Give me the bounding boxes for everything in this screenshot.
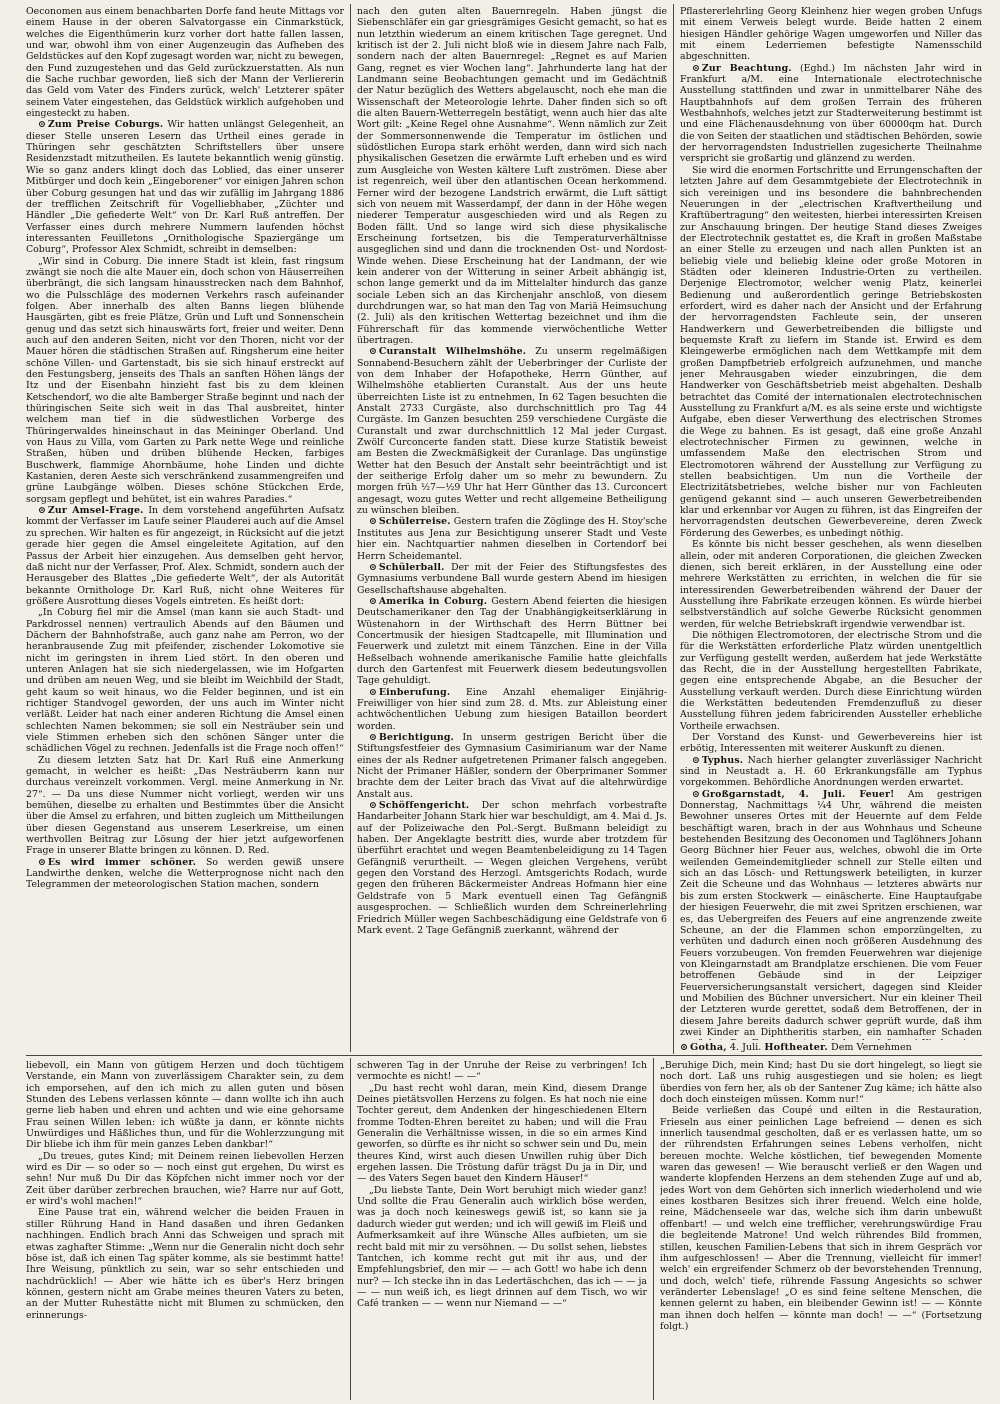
- section-mark-icon: ⊙: [680, 1042, 689, 1053]
- local-news-column-2: [357, 6, 667, 1050]
- section-mark-icon: ⊙: [369, 732, 377, 743]
- news-item: [26, 505, 344, 607]
- column-rule: [350, 4, 351, 1052]
- news-item: [680, 755, 982, 789]
- section-divider: [26, 1055, 982, 1056]
- news-item-text: Der mit der Feier des Stiftungsfestes des Gymnasiums verbundene Ball wurde gestern Abend im hiesigen Gesellschaftshause abgehalten.: [357, 561, 667, 596]
- section-mark-icon: ⊙: [692, 62, 700, 74]
- feuilleton-column-1: [26, 1060, 344, 1398]
- section-mark-icon: ⊙: [38, 505, 46, 517]
- news-item-headline: Großgarnstadt, 4. Juli. Feuer!: [701, 788, 895, 800]
- paragraph: Zu diesem letzten Satz hat Dr. Karl Ruß eine Anmerkung gemacht, in welcher es heißt: „Das Nesträuberrn kann nur durchaus vereinzelt vorkommen. Vergl. meine Anmerkung in Nr. 27“. — Da uns diese Nummer nicht vorliegt, werden wir uns bemühen, dieselbe zu erhalten und Bestimmtes über die Ansicht über die Amsel zu erfahren, und bitten zugleich um Mittheilungen über diesen Gegenstand aus unserem Leserkreise, um einen werthvollen Beitrag zur Lösung der hier jetzt aufgeworfenen Frage in unserer Blatte bringen zu können. D. Red.: [26, 754, 344, 857]
- news-item: [357, 800, 667, 936]
- column-rule: [653, 1058, 654, 1400]
- news-item-headline: Schülerreise.: [378, 516, 451, 528]
- paragraph: Die nöthigen Electromotoren, der electrische Strom und die für die Werkstätten erforderliche Platz würden unentgeltlich zur Verfügung gestellt werden, außerdem hat jede Werkstätte das Recht, die in der Ausstellung hergestellten Fabrikate, gegen eine entsprechende Abgabe, an die Besucher der Ausstellung verkauft werden. Durch diese Einrichtung würden die Werkstätten bedeutenden Fremdenzufluß zu dieser Ausstellung führen jedem fabricirenden Aussteller erhebliche Vortheile erwachsen.: [680, 629, 982, 732]
- paragraph: Beide verließen das Coupé und eilten in die Restauration, Frieseln aus einer peinlichen Lage befreiend — denen es sich innerlich tausendmal gescholten, daß er es verlassen hatte, um so der rührendsten Erfahrungen seines Lebens verholfen, nicht bereuen mochte. Welche köstlichen, tief bewegenden Momente waren das gewesen! — Wie berauscht verließ er den Wagen und wanderte klopfenden Herzens an dem stehenden Zuge auf und ab, jedes Wort von dem Gehörten sich innerlich wiederholend und wie eines kostbaren Besitzes sich ihrer freuend. Welch eine holde, reine, Mädchenseele war das, welche sich ihm darin unbewußt offenbart! — und welch eine trefflicher, verehrungswürdige Frau die begleitende Matrone! Und welch rührendes Bild frommen, stillen, keuschen Familien-Lebens that sich in ihrem Gespräch vor ihm aufgeschlossen! — Aber die Trennung, vielleicht für immer! welch' ein ergreifender Schmerz ob der bevorstehenden Trennung, und doch, welch' tiefe, rührende Fassung Angesichts so schwer veränderter Lebenslage! „O es sind feine seltene Menschen, die kennen gelernt zu haben, ein bleibender Gewinn ist! — — Könnte man ihnen doch helfen — könnte man doch! — —“ (Fortsetzung folgt.): [660, 1105, 982, 1332]
- paragraph: liebevoll, ein Mann von gütigem Herzen und doch tüchtigem Verstande, ein Mann von zuverlässigem Charakter sein, zu dem ich emporsehen, auf den ich mich zu allen guten und bösen Stunden des Lebens verlassen könnte — dann wollte ich ihn auch gerne lieb haben und ehren und achten und wie eine gehorsame Frau seinen Willen leben: ich wüßte ja dann, er könnte nichts Unwürdiges und Häßliches thun, und für die Wohlerzzungung mit Dir bliebe ich ihm für mein ganzes Leben dankbar!“: [26, 1060, 344, 1151]
- gotha-title: Hoftheater.: [764, 1042, 828, 1053]
- news-item: [357, 516, 667, 561]
- paragraph: schweren Tag in der Unruhe der Reise zu verbringen! Ich vermochte es nicht! — —“: [357, 1060, 647, 1083]
- section-mark-icon: ⊙: [369, 686, 377, 698]
- gotha-text: Dem Vernehmen: [831, 1042, 912, 1053]
- news-item-text: In dem vorstehend angeführten Aufsatz kommt der Verfasser im Laufe seiner Plauderei auch auf die Amsel zu sprechen. Wir halten es für angezeigt, in Rücksicht auf die jetzt gerade hier gegen die Amsel eingeleitete Agitation, auf den Passus der Arbeit hier einzugehen. Aus demselben geht hervor, daß nicht nur der Verfasser, Prof. Alex. Schmidt, sondern auch der Herausgeber des Blattes „Die gefiederte Welt“, der als Autorität bekannte Ornithologe Dr. Karl Ruß, nicht ohne Weiteres für größere Ausrottung dieses Vogels eintreten. Es heißt dort:: [26, 505, 344, 607]
- news-item: [357, 562, 667, 596]
- column-rule: [673, 4, 674, 1054]
- section-mark-icon: ⊙: [369, 516, 377, 528]
- gotha-head: Gotha,: [690, 1042, 727, 1053]
- news-item-headline: Typhus.: [701, 754, 744, 766]
- column-rule: [350, 1058, 351, 1400]
- feuilleton-column-3: [660, 1060, 982, 1398]
- news-item: [357, 596, 667, 687]
- section-mark-icon: ⊙: [38, 119, 46, 131]
- news-item-text: Gestern trafen die Zöglinge des H. Stoy'sche Institutes aus Jena zur Besichtigung unserer Stadt und Veste hier ein. Nachtquartier nahmen dieselben in Cortendorf bei Herrn Scheidemantel.: [357, 516, 667, 562]
- news-item-text: Zu unserm regelmäßigen Sonnabend-Besuchern zählt der Ueberbringer der Curliste der von dem Inhaber der Hofapotheke, Herrn Günther, auf Wilhelmshöhe etablierten Curanstalt. Aus der uns heute überreichten Liste ist zu entnehmen, In 62 Tagen besuchten die Anstalt 2733 Curgäste, also durchschnittlich pro Tag 44 Curgäste. Im Ganzen besuchten 259 verschiedene Curgäste die Curanstalt und zwar durchschnittlich 12 Mal jeder Curgast. Zwölf Curconcerte fanden statt. Diese kurze Statistik beweist am Besten die Zweckmäßigkeit der Curanlage. Das ungünstige Wetter hat den Besuch der Anstalt sehr beeinträchtigt und ist der seitherige Erfolg daher um so mehr zu bewundern. Zu morgen früh ½7—½9 Uhr hat Herr Günther das 13. Curconcert angesagt, wozu gutes Wetter und recht allgemeine Betheiligung zu wünschen bleiben.: [357, 346, 667, 517]
- gotha-theater-notice: [680, 1042, 982, 1053]
- section-mark-icon: ⊙: [369, 800, 377, 812]
- news-item-text: Wir hatten unlängst Gelegenheit, an dieser Stelle unseren Lesern das Urtheil eines gerade in Thüringen sehr geschätzten Schriftstellers über unsere Residenzstadt mitzutheilen. Es lautete bekanntlich wenig günstig. Wie so ganz anders klingt doch das Loblied, das einer unserer Mitbürger und doch kein „Eingeborener“ vor einigen Jahren schon über Coburg gesungen hat und das wir zufällig im Jahrgang 1886 der trefflichen Zeitschrift für Vogelliebhaber, „Züchter und Händler „Die gefiederte Welt“ von Dr. Karl Ruß antreffen. Der Verfasser eines durch mehrere Nummern laufenden höchst interessanten Feuilletons „Ornithologische Spaziergänge um Coburg“, Professor Alex Schmidt, schreibt in demselben:: [26, 119, 344, 256]
- news-item: [680, 63, 982, 165]
- news-item-headline: Curanstalt Wilhelmshöhe.: [378, 346, 527, 358]
- paragraph: „Beruhige Dich, mein Kind; hast Du sie dort hingelegt, so liegt sie noch dort. Laß uns ruhig ausgestiegen und sie holen; es liegt überdies von fern her, als ob der Santener Zug käme; ich hätte also doch doch einsteigen müssen. Komm nur!“: [660, 1060, 982, 1106]
- news-item-text: Eine Anzahl ehemaliger Einjährig-Freiwilliger von hier sind zum 28. d. Mts. zur Ableistung einer achtwöchentlichen Uebung zum hiesigen Bataillon beordert worden.: [357, 686, 667, 732]
- paragraph: Es könnte bis nicht besser geschehen, als wenn dieselben allein, oder mit anderen Corporationen, die gleichen Zwecken dienen, sich bereit erklären, in der Ausstellung eine oder mehrere Werkstätten zu errichten, in welchen die für sie interessirenden Gewerbetreibenden während der Dauer der Ausstellung ihre Fabrikate erzeugen können. Es würde hierbei selbstverständlich auf solche Gewerbe Rücksicht genommen werden, für welche Betriebskraft irgendwie verwendbar ist.: [680, 539, 982, 630]
- news-item: [357, 687, 667, 732]
- news-item-headline: Es wird immer schöner.: [47, 856, 197, 868]
- news-item-text: In unserm gestrigen Bericht über die Stiftungsfestfeier des Gymnasium Casimirianum war der Name eines der als Redner aufgetretenen Primaner falsch angegeben. Nicht der Primaner Häßler, sondern der Oberprimaner Sommer brachte dem der Leiter brach das Vivat auf die altehrwürdige Anstalt aus.: [357, 732, 667, 800]
- paragraph: Sie wird die enormen Fortschritte und Errungenschaften der letzten Jahre auf dem Gesammtgebiete der Electrotechnik in sich vereinigen und ins besondere die bahnbrechenden Neuerungen in der „electrischen Kraftvertheilung und Kraftübertragung“ den weitesten, hierbei interessirten Kreisen zur Anschauung bringen. Der heutige Stand dieses Zweiges der Electrotechnik gestattet es, die Kraft in großen Maßstabe an einer Stelle zu erzeugen und nach allen Punkten ist an beliebig viele und beliebig kleine oder große Motoren in Städten oder kleineren Industrie-Orten zu vertheilen. Derjenige Electromotor, welcher wenig Platz, keinerlei Bedienung und außerordentlich geringe Betriebskosten erfordert, wird es daher nach der Ansicht und der Erfahrung der hervorragendsten Fachleute sein, der unseren Handwerkern und Gewerbetreibenden die billigste und bequemste Kraft zu liefern im Stande ist. Erwird es dem Kleingewerbe ermöglichen nach dem Wettkampfe mit dem großen Dampfbetrieb erfolgreich aufzunehmen, und manche jener Mehrausgaben wieder einzubringen, die dem Handwerker von Geschäftsbetrieb meist abgehalten. Deshalb betrachtet das Comité der internationalen electrotechnischen Ausstellung zu Frankfurt a/M. es als seine erste und wichtigste Aufgabe, eben dieser Verwerthung des electrischen Stromes die Wege zu bahnen. Es ist gesagt, daß eine große Anzahl electrotechnischer Firmen zu gewinnen, welche in umfassendem Maße den electrischen Strom und Electromotoren während der Ausstellung zur Verfügung zu stellen beabsichtigen. Um nun die Vortheile der Electrizitätsbetriebes, welche bisher nur von Fachleuten genügend gekannt sind — auch unseren Gewerbetreibenden klar und erkennbar vor Augen zu führen, ist das Eingreifen der hervorragendsten deutschen Gewerbevereine, deren Zweck Förderung des Gewerbes, es unbedingt nöthig.: [680, 164, 982, 539]
- paragraph: „Du hast recht wohl daran, mein Kind, diesem Drange Deines pietätsvollen Herzens zu folgen. Es hat noch nie eine Tochter gereut, dem Andenken der hingeschiedenen Eltern fromme Todten-Ehren bereitet zu haben; und will die Frau Generalin die Verhältnisse wissen, in die so ein armes Kind geworfen, so dürfte es ihr nicht so schwer sein und Du, mein theures Kind, wirst auch diesen Unwillen ruhig über Dich ergehen lassen. Die Tröstung dafür trägst Du ja in Dir, und — des Vaters Segen bauet den Kindern Häuser!“: [357, 1082, 647, 1185]
- paragraph: „Du liebste Tante, Dein Wort beruhigt mich wieder ganz! Und sollte die Frau Generalin auch wirklich böse werden, was ja doch noch keineswegs gewiß ist, so kann sie ja dadurch wieder gut werden; und ich will gewiß im Fleiß und Aufmerksamkeit auf ihre Wünsche Alles aufbieten, um sie recht bald mit mir zu versöhnen. — Du sollst sehen, liebstes Tantchen, ich komme recht gut mit ihr aus, und der Empfehlungsbrief, den mir — — ach Gott! wo habe ich denn nur? — Ich stecke ihn in das Ledertäschchen, das ich — — ja — — nun weiß ich, es liegt drinnen auf dem Tisch, wo wir Café tranken — — wenn nur Niemand — —“: [357, 1184, 647, 1310]
- section-mark-icon: ⊙: [692, 754, 700, 766]
- paragraph: Der Vorstand des Kunst- und Gewerbevereins hier ist erbötig, Interessenten mit weiterer Auskunft zu dienen.: [680, 732, 982, 755]
- news-item-text: Am gestrigen Donnerstag, Nachmittags ¼4 Uhr, während die meisten Bewohner unseres Ortes mit der Heuernte auf dem Felde beschäftigt waren, brach in der aus Wohnhaus und Scheune bestehenden Besitzung des Oeconomen und Taglöhners Johann Georg Büchner hier Feuer aus, welches, obwohl die im Orte weilenden Gemeindemitglieder schnell zur Stelle eilten und sich an das Lösch- und Rettungswerk beteiligten, in kurzer Zeit die Scheune und das Wohnhaus — letzteres abwärts nur bis zum ersten Stockwerk — einäscherte. Eine Hauptaufgabe der hiesigen Feuerwehr, die mit zwei Spritzen erschienen, war es, das Uebergreifen des Feuers auf eine angrenzende zweite Scheune, an der die Flammen schon emporzüngelten, zu verhüten und dadurch einen noch größeren Ausdehnung des Feuers vorzubeugen. Von fremden Feuerwehren war diejenige von Kleingarnstadt am Brandplatze erschienen. Die vom Feuer betroffenen Gebäude sind in der Leipziger Feuerversicherungsanstalt versichert, dagegen sind Kleider und Mobilien des Büchner unversichert. Nur ein kleiner Theil der Letzteren wurde gerettet, sodaß dem Betroffenen, der in diesem Jahre bereits dadurch schwer geprüft wurde, daß ihm zwei Kinder an Diphtheritis starben, ein namhafter Schaden: [680, 788, 982, 1038]
- news-item: [26, 119, 344, 255]
- news-item-headline: Schöffengericht.: [378, 800, 470, 812]
- paragraph: „Wir sind in Coburg. Die innere Stadt ist klein, fast ringsum zwängt sie noch die alte Mauer ein, doch schon von Häuserreihen überbrängt, die sich langsam hinausstrecken nach dem Bahnhof, wo die Pulsschläge des modernen Verkehrs rasch aufeinander folgen. Aber innerhalb des alten Banns liegen blühende Hausgärten, gibt es freie Plätze, Grün und Luft und Sonnenschein genug und das setzt sich hinauswärts fort, freier und weiter. Denn auch auf den anderen Seiten, nicht vor den Thoren, nicht vor der Mauer hören die städtischen Straßen auf. Ringsherum eine heiter schöne Villen- und Gartenstadt, bis sie sich hinauf erstreckt auf den Festungsberg, jenseits des Thals an sanften Höhen längs der Itz und der Eisenbahn hinzieht fast bis zu dem kleinen Ketschendorf, wo die alte Bamberger Straße beginnt und nach der thüringischen Seite sich weit in das Thal ausbreitet, hinter welchem man tief in die südwestlichen Vorberge des Thüringerwaldes hineinschaut in das Meininger Oberland. Und von Haus zu Villa, vom Garten zu Park nette Wege und reinliche Straßen, hüben und drüben blühende Hecken, farbiges Buschwerk, flammige Ahornbäume, hohe Linden und dichte Kastanien, deren Aeste sich verschränkend zusammengreifen und grüne Laubgänge wölben. Dieses schöne Stückchen Erde, sorgsam gepflegt und behütet, ist ein wahres Paradies.“: [26, 255, 344, 505]
- paragraph: „Du treues, gutes Kind; mit Deinem reinen liebevollen Herzen wird es Dir — so oder so — noch einst gut ergehen, Du wirst es sehn! Nur muß Du Dir das Köpfchen nicht immer noch vor der Zeit über darüber zerbrechen brauchen, wie? Harre nur auf Gott, er wird's wohl machen!“: [26, 1150, 344, 1208]
- news-item-text: (Eghd.) Im nächsten Jahr wird in Frankfurt a/M. eine Internationale electrotechnische Ausstellung stattfinden und zwar in unmittelbarer Nähe des Hauptbahnhofs auf dem großen Terrain des früheren Westbahnhofs, welches jetzt zur Stadterweiterung bestimmt ist und eine Flächenausdehnung von über 60000qm hat. Durch die von Seiten der staatlichen und städtischen Behörden, sowie der hervorragendsten Industriellen zugesicherte Theilnahme verspricht sie großartig und glänzend zu werden.: [680, 62, 982, 165]
- news-item-text: Nach hierher gelangter zuverlässiger Nachricht sind in Neustadt a. H. 60 Erkrankungsfälle am Typhus vorgekommen. Behördliche Anordnungen werden erwartet.: [680, 754, 982, 789]
- news-item-text: Gestern Abend feierten die hiesigen Deutschamerikaner den Tag der Unabhängigkeitserklärung in Wüstenahorn in der Wirthschaft des Herrn Büttner bei Concertmusik der hiesigen Stadtcapelle, mit Illumination und Feuerwerk und zuletzt mit einem Tänzchen. Eine in der Villa Heßselbach wohnende amerikanische Familie hatte gleichfalls durch den Gartenfest mit Feuerwerk diesem bedeutungsvollen Tage gehuldigt.: [357, 595, 667, 687]
- section-mark-icon: ⊙: [369, 346, 377, 358]
- news-item: [357, 732, 667, 800]
- section-mark-icon: ⊙: [38, 856, 46, 868]
- news-item-headline: Berichtigung.: [378, 732, 455, 743]
- news-item-text: Der schon mehrfach vorbestrafte Handarbeiter Johann Stark hier war beschuldigt, am 4. Mai d. Js. auf der Polizeiwache den Pol.-Sergt. Bußmann beleidigt zu haben. Der Angeklagte bestritt dies, wurde aber trotzdem für überführt erachtet und wegen Beamtenbeleidigung zu 14 Tagen Gefängniß verurtheilt. — Wegen gleichen Vergehens, verübt gegen den Vorstand des Herzogl. Amtsgerichts Rodach, wurde gegen den früheren Bäckermeister Andreas Hofmann hier eine Geldstrafe von 5 Mark eventuell einen Tag Gefängniß ausgesprochen. — Schließlich wurden dem Schreinerlehrling Friedrich Müller wegen Sachbeschädigung eine Geldstrafe von 6 Mark event. 2 Tage Gefängniß zuerkannt, während der: [357, 800, 667, 936]
- paragraph: „In Coburg fiel mir die Amsel (man kann sie auch Stadt- und Parkdrossel nennen) vertraulich Abends auf den Bäumen und Dächern der Bahnhofstraße, auch ganz nahe am Perron, wo der heranbrausende Zug mit pfeifender, zischender Lokomotive sie nicht im geringsten in ihrem Lied stört. In den oberen und unteren Anlagen hat sie sich niedergelassen, wie im Hofgarten und drüben am neuen Weg, und sie bleibt im Weichbild der Stadt, geht kaum so weit hinaus, wo die Felder beginnen, und ist ein richtiger Standvogel geworden, der uns auch im Winter nicht verläßt. Leider hat nach einer anderen Richtung die Amsel einen schlechten Namen bekommen; sie soll ein Nesträuber sein und viele Stimmen erheben sich den schönen Sänger unter die schädlichen Vögel zu rechnen. Jedenfalls ist die Frage noch offen!“: [26, 607, 344, 755]
- section-mark-icon: ⊙: [692, 788, 700, 800]
- news-item-headline: Schülerball.: [378, 561, 445, 573]
- news-item-headline: Amerika in Coburg.: [378, 595, 488, 607]
- paragraph: Eine Pause trat ein, während welcher die beiden Frauen in stiller Rührung Hand in Hand dasaßen und ihren Gedanken nachhingen. Endlich brach Anni das Schweigen und sprach mit etwas zaghafter Stimme: „Wenn nur die Generalin nicht doch sehr böse ist, daß ich einen Tag später komme, als sie bestimmt hatte! Ihre Weisung, pünktlich zu sein, war so sehr entschieden und nachdrücklich! — Aber wie hätte ich es über's Herz bringen können, gestern nicht am Grabe meines theuren Vaters zu beten, an der Mutter Ruhestätte nicht mit Blumen zu schmücken, den erinnerungs-: [26, 1207, 344, 1321]
- news-item-headline: Zum Preise Coburgs.: [47, 119, 164, 131]
- news-item: [357, 346, 667, 516]
- section-mark-icon: ⊙: [369, 595, 377, 607]
- news-item-headline: Einberufung.: [378, 686, 451, 698]
- feuilleton-column-2: [357, 1060, 647, 1398]
- section-mark-icon: ⊙: [369, 561, 377, 573]
- paragraph: nach den guten alten Bauernregeln. Haben jüngst die Siebenschläfer ein gar griesgrämiges Gesicht gemacht, so hat es nun letzthin wiederum an einem kritischen Tage geregnet. Und kritisch ist der 2. Juli nicht bloß wie in diesem Jahre nach Falb, sondern nach der alten Bauernregel: „Regnet es auf Marien Gang, regnet es vier Wochen lang“. Jahrhunderte lang hat der Landmann seine Beobachtungen gemacht und im Gedächtniß der Natur bezüglich des Wetters abgelauscht, noch ehe man die Wissenschaft der Meteorologie lehrte. Daher finden sich so oft die alten Bauern-Wetterregeln bestätigt, wenn auch hier das alte Wort gilt: „Keine Regel ohne Ausnahme“. Wenn nämlich zur Zeit der Sommersonnenwende die Temperatur im östlichen und südöstlichen Europa stark erhöht werden, dann wird sich nach physikalischen Gesetzen die erwärmte Luft erheben und es wird zum Ausgleiche von Westen kältere Luft zuströmen. Diese aber ist regenreich, weil über den atlantischen Ocean herkommend. Ferner wird der bezogene Landstrich erwärmt, die Luft sättigt sich von neuem mit Wasserdampf, der dann in der Höhe wegen niederer Temperatur ausgeschieden wird und als Regen zu Boden fällt. Und so lange wird sich diese physikalische Erscheinung fortsetzen, bis die Temperaturverhältnisse ausgeglichen sind und dann die trocknenden Ost- und Nordost-Winde wehen. Diese Erscheinung hat der Landmann, der wie kein anderer von der Witterung in seiner Arbeit abhängig ist, schon lange gemerkt und da im Mittelalter hindurch das ganze sociale Leben sich an das Kirchenjahr anschloß, von diesem durchdrungen war, so hat man den Tag von Mariä Heimsuchung (2. Juli) als den kritischen Wettertag bezeichnet und ihm die Führerschaft für das kommende vierwöchentliche Wetter übertragen.: [357, 6, 667, 346]
- news-item-headline: Zur Amsel-Frage.: [47, 505, 144, 517]
- gotha-date: 4. Juli.: [729, 1042, 762, 1053]
- news-item-headline: Zur Beachtung.: [701, 62, 792, 74]
- paragraph: Pflastererlehrling Georg Kleinhenz hier wegen groben Unfugs mit einem Verweis belegt wurde. Beide hatten 2 einem hiesigen Händler gehörige Wagen umgeworfen und Niller das mit einem Lederriemen befestigte Namensschild abgeschnitten.: [680, 6, 982, 63]
- news-item: [680, 789, 982, 1040]
- local-news-column-1: [26, 6, 344, 1050]
- news-item: [26, 857, 344, 891]
- news-item-text: So werden gewiß unsere Landwirthe denken, welche die Wetterprognose nicht nach den Telegrammen der meteorologischen Station machen, sondern: [26, 856, 344, 891]
- local-news-column-3: [680, 6, 982, 1040]
- paragraph: Oeconomen aus einem benachbarten Dorfe fand heute Mittags vor einem Hause in der oberen Salvatorgasse ein Cinmarkstück, welches die Eigenthümerin kurz vorher dort hatte fallen lassen, und war, obwohl ihm von einer Augenzeugin das Aufheben des Geldstückes auf den Kopf zugesagt worden war, nicht zu bewegen, den Fund zuzugestehen und das Geld zurückzuerstatten. Als nun die Sache ruchbar geworden, ließ sich der Mann der Verliererin das Geld vom Vater des Finders zurück, welch' Letzterer später seinem Vater eingestehen, das Geldstück wirklich aufgehoben und eingesteckt zu haben.: [26, 6, 344, 120]
